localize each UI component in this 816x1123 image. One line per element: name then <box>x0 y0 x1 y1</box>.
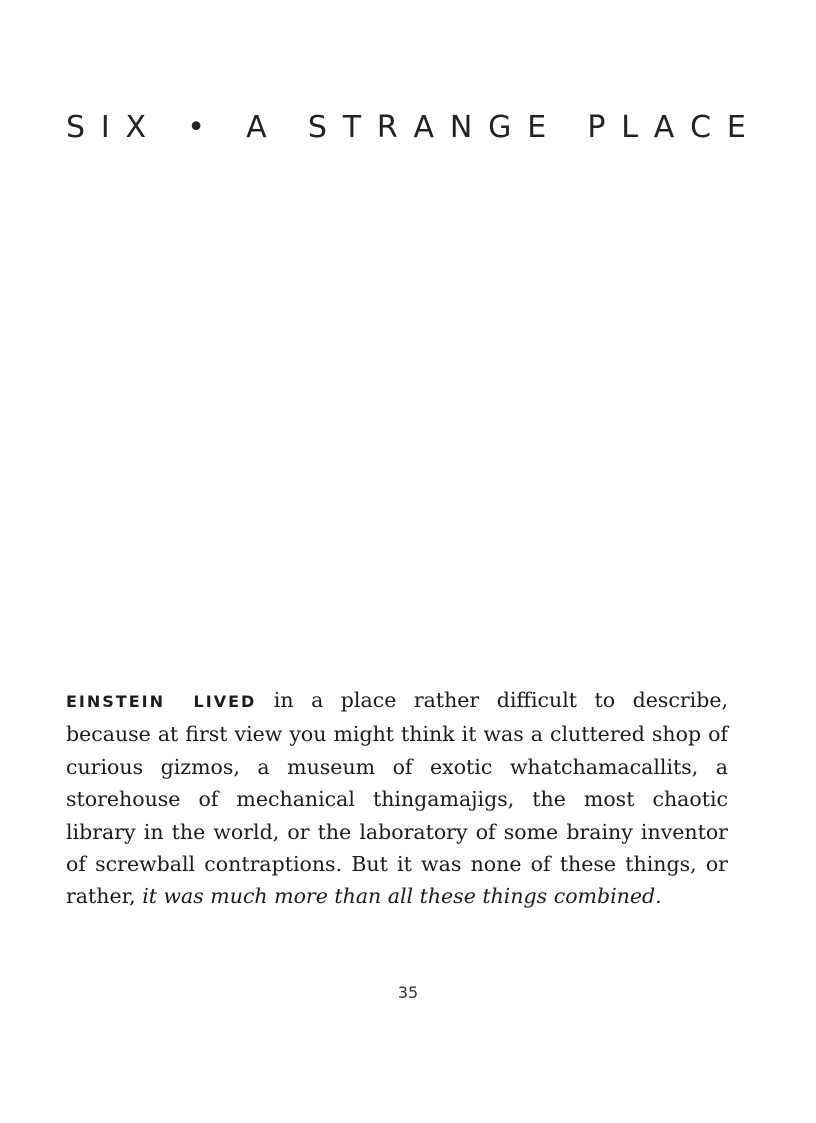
chapter-title-letter: A <box>246 110 267 145</box>
chapter-title-letter: N <box>449 110 473 145</box>
chapter-title-letter: G <box>488 110 512 145</box>
chapter-title <box>66 108 746 148</box>
chapter-title-letter <box>162 108 172 148</box>
body-text: in a place rather difficult to describe, because at first view you might think it was a cluttered shop of curious gizmos, a museum of exotic whatchamacallits, a storehouse of mechanical thingamajigs, the most chaotic library in the world, or the laboratory of some brainy inventor of screwball contraptions. But it was none of these things, or rather, <box>66 688 729 909</box>
chapter-title-letter: A <box>413 110 435 145</box>
chapter-title-letter: R <box>376 110 398 145</box>
chapter-title-letter: L <box>621 110 638 145</box>
chapter-title-letter <box>282 108 292 148</box>
chapter-title-letter: P <box>587 110 606 145</box>
chapter-title-letter: I <box>100 110 110 145</box>
chapter-title-letter: A <box>653 110 675 145</box>
chapter-title-letter: S <box>66 110 86 145</box>
lead-in-words: EINSTEIN LIVED <box>66 692 257 711</box>
chapter-title-letter: • <box>187 110 205 145</box>
chapter-title-letter: T <box>342 110 362 145</box>
chapter-title-letter: X <box>125 110 147 145</box>
chapter-title-letter: E <box>527 110 547 145</box>
chapter-title-letter <box>221 108 231 148</box>
chapter-title-letter: S <box>307 110 327 145</box>
chapter-title-letter <box>562 108 572 148</box>
page-number: 35 <box>397 983 419 1002</box>
chapter-title-letter: E <box>726 110 746 145</box>
chapter-title-letter: C <box>690 110 712 145</box>
italic-closing-text: it was much more than all these things combined. <box>142 884 662 909</box>
chapter-body-paragraph <box>66 684 728 913</box>
